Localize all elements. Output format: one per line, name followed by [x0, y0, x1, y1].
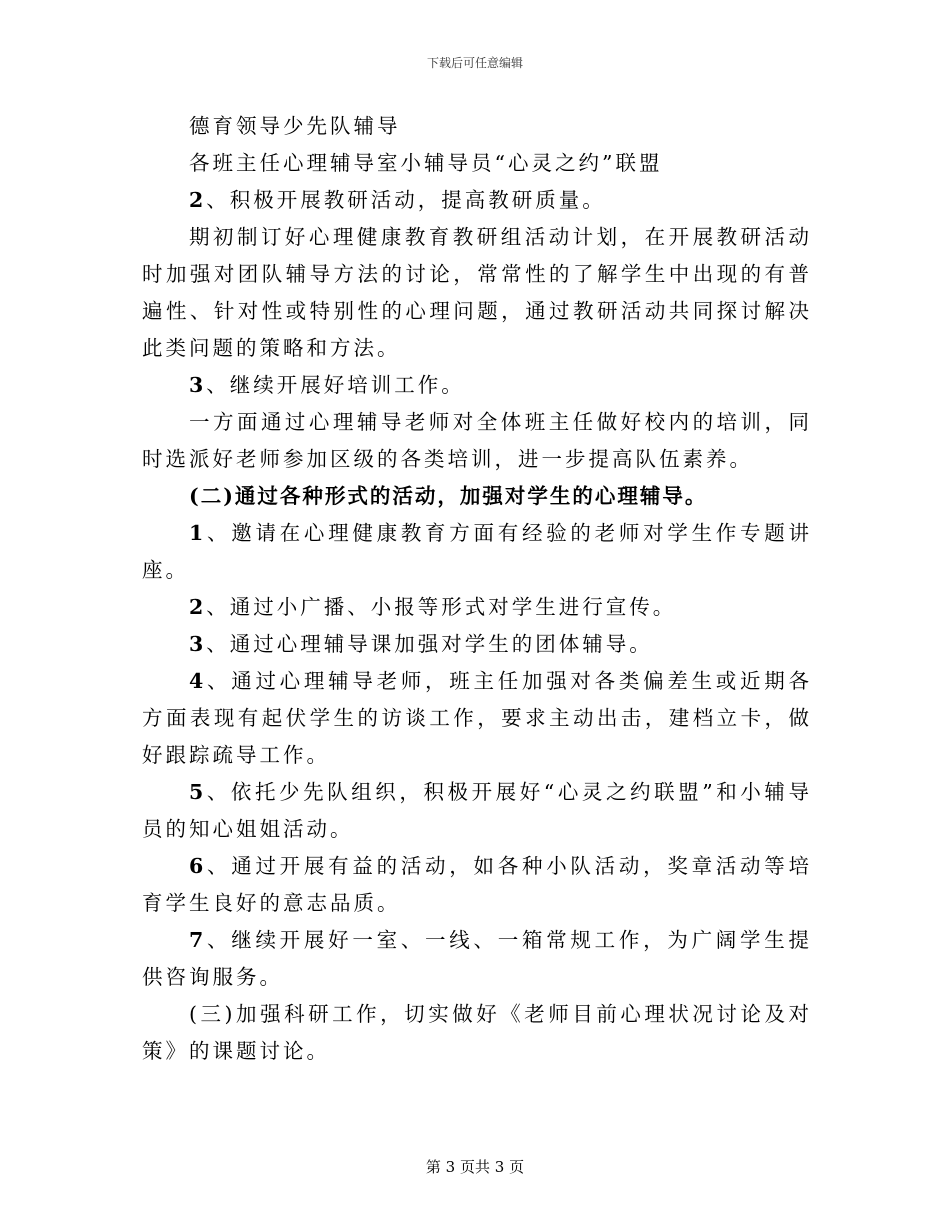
paragraph-text: 、邀请在心理健康教育方面有经验的老师对学生作专题讲座。	[142, 521, 812, 582]
paragraph-text: 、积极开展教研活动，提高教研质量。	[206, 188, 606, 212]
paragraph-text: 、通过小广播、小报等形式对学生进行宣传。	[206, 595, 677, 619]
paragraph-text: 、继续开展好一室、一线、一箱常规工作，为广阔学生提供咨询服务。	[142, 928, 812, 989]
item-number: 6	[189, 854, 207, 878]
paragraph	[142, 367, 812, 404]
paragraph-text: 德育领导少先队辅导	[189, 114, 401, 138]
item-number: 7	[189, 928, 207, 952]
paragraph-text: 各班主任心理辅导室小辅导员“心灵之约”联盟	[189, 151, 663, 175]
item-number: 2	[189, 188, 207, 212]
paragraph-text: 、通过心理辅导老师，班主任加强对各类偏差生或近期各方面表现有起伏学生的访谈工作，要求主动出击，建档立卡，做好跟踪疏导工作。	[142, 669, 812, 767]
item-number: 4	[189, 669, 207, 693]
item-number: 3	[189, 632, 207, 656]
paragraph	[142, 848, 812, 922]
paragraph	[142, 108, 812, 145]
paragraph-text: (二)通过各种形式的活动，加强对学生的心理辅导。	[189, 484, 708, 508]
paragraph	[142, 663, 812, 774]
paragraph	[142, 182, 812, 219]
page-header: 下载后可任意编辑	[426, 56, 523, 70]
paragraph	[142, 219, 812, 367]
section-heading	[142, 478, 812, 515]
item-number: 1	[189, 521, 207, 545]
paragraph-text: 、依托少先队组织，积极开展好“心灵之约联盟”和小辅导员的知心姐姐活动。	[142, 780, 812, 841]
paragraph	[142, 626, 812, 663]
paragraph	[142, 404, 812, 478]
page-footer: 第 3 页共 3 页	[425, 1158, 525, 1176]
paragraph-text: (三)加强科研工作，切实做好《老师目前心理状况讨论及对策》的课题讨论。	[142, 1002, 812, 1063]
paragraph	[142, 515, 812, 589]
paragraph	[142, 996, 812, 1070]
paragraph-text: 期初制订好心理健康教育教研组活动计划，在开展教研活动时加强对团队辅导方法的讨论，常常性的了解学生中出现的有普遍性、针对性或特别性的心理问题，通过教研活动共同探讨解决此类问题的策略和方法。	[142, 225, 812, 360]
paragraph-text: 一方面通过心理辅导老师对全体班主任做好校内的培训，同时选派好老师参加区级的各类培训，进一步提高队伍素养。	[142, 410, 812, 471]
document-body	[142, 108, 812, 1070]
paragraph	[142, 922, 812, 996]
paragraph-text: 、通过开展有益的活动，如各种小队活动，奖章活动等培育学生良好的意志品质。	[142, 854, 812, 915]
item-number: 2	[189, 595, 207, 619]
item-number: 5	[189, 780, 207, 804]
paragraph-text: 、继续开展好培训工作。	[206, 373, 465, 397]
paragraph	[142, 589, 812, 626]
item-number: 3	[189, 373, 207, 397]
paragraph-text: 、通过心理辅导课加强对学生的团体辅导。	[206, 632, 653, 656]
paragraph	[142, 774, 812, 848]
paragraph	[142, 145, 812, 182]
